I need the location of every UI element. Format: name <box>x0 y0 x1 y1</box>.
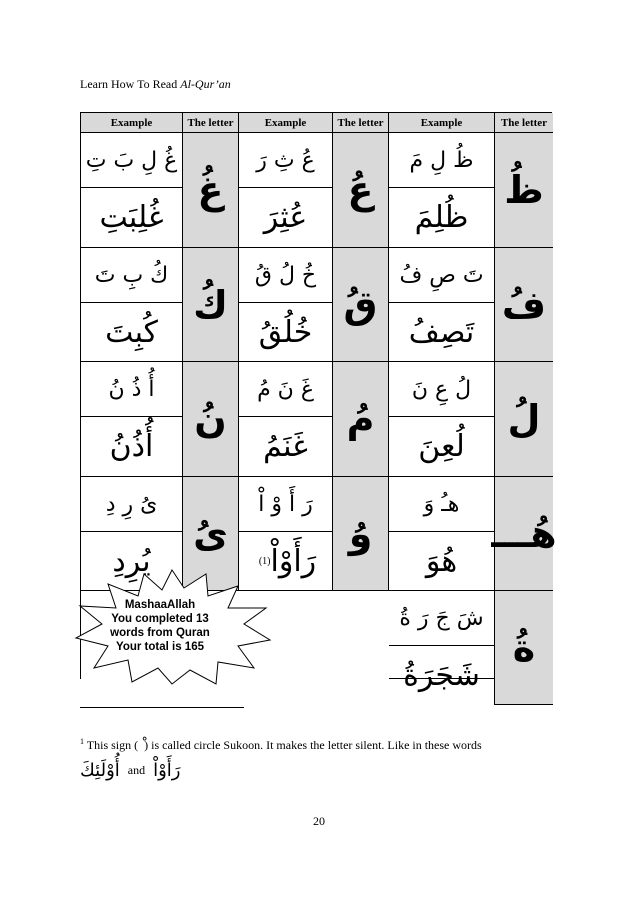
split-word: غَ نَ مُ <box>239 362 333 417</box>
footnote-divider <box>80 707 244 708</box>
joined-word: شَجَرَةُ <box>389 646 495 705</box>
letter-cell: كُ <box>183 248 239 362</box>
joined-word: تَصِفُ <box>389 303 495 362</box>
joined-word: رَأَوْاْ <box>270 543 317 579</box>
split-word: شَ جَ رَ ةُ <box>389 591 495 646</box>
joined-word: غُلِبَتِ <box>81 188 183 248</box>
burst-message <box>100 598 220 654</box>
footnote-text-after: ) is called circle Sukoon. It makes the letter silent. Like in these words <box>144 738 482 752</box>
joined-word: هُوَ <box>389 532 495 591</box>
col-header: Example <box>389 113 495 133</box>
split-word: تَ صِ فُ <box>389 248 495 303</box>
letter-cell: قُ <box>333 248 389 362</box>
split-word: غُ لِ بَ تِ <box>81 133 183 188</box>
footnote-number: 1 <box>80 737 84 746</box>
split-word: رَ أَ وْ اْ <box>239 477 333 532</box>
letter-cell: لُ <box>495 362 553 477</box>
footnote-text-before: This sign ( <box>86 738 139 752</box>
letter-cell: غُ <box>183 133 239 248</box>
letter-cell: ظُ <box>495 133 553 248</box>
split-word: ىُ رِ دِ <box>81 477 183 532</box>
letter-cell: فُ <box>495 248 553 362</box>
joined-word: عُثِرَ <box>239 188 333 248</box>
joined-word: يُرِدِ <box>81 532 183 591</box>
burst-line: words from Quran <box>110 627 210 639</box>
letter-cell: نُ <box>183 362 239 477</box>
joined-word: أُذُنُ <box>81 417 183 477</box>
letter-cell: ةُ <box>495 591 553 705</box>
joined-word: ظُلِمَ <box>389 188 495 248</box>
split-word: هـُ وَ <box>389 477 495 532</box>
split-word: عُ ثِ رَ <box>239 133 333 188</box>
letter-cell: هُـــ <box>495 477 553 591</box>
running-header <box>80 77 231 92</box>
split-word: كُ بِ تَ <box>81 248 183 303</box>
col-header: Example <box>239 113 333 133</box>
col-header: Example <box>81 113 183 133</box>
split-word: ظُ لِ مَ <box>389 133 495 188</box>
joined-word: غَنَمُ <box>239 417 333 477</box>
header-prefix: Learn How To Read <box>80 77 181 91</box>
letter-cell: مُ <box>333 362 389 477</box>
letter-cell: وُ <box>333 477 389 591</box>
footnote-ref: (1) <box>258 555 271 567</box>
footnote-example: رَأَوْاْ <box>153 760 181 781</box>
burst-line: Your total is 165 <box>116 641 204 653</box>
split-word: أُ ذُ نُ <box>81 362 183 417</box>
letter-cell: عُ <box>333 133 389 248</box>
col-header: The letter <box>495 113 553 133</box>
burst-line: You completed 13 <box>111 613 209 625</box>
page-number: 20 <box>313 814 325 828</box>
joined-word: كُبِتَ <box>81 303 183 362</box>
letter-cell: ىُ <box>183 477 239 591</box>
footnote-text <box>80 737 482 753</box>
header-italic: Al-Qur’an <box>180 77 231 91</box>
burst-line: MashaaAllah <box>124 599 196 611</box>
col-header: The letter <box>183 113 239 133</box>
joined-word: خُلُقُ <box>239 303 333 362</box>
col-header: The letter <box>333 113 389 133</box>
footnote-examples <box>80 760 181 781</box>
split-word: لُ عِ نَ <box>389 362 495 417</box>
footnote-example: أُوْلَئِكَ <box>80 760 120 781</box>
split-word: خُ لُ قُ <box>239 248 333 303</box>
footnote-and: and <box>127 763 146 777</box>
joined-word: لُعِنَ <box>389 417 495 477</box>
